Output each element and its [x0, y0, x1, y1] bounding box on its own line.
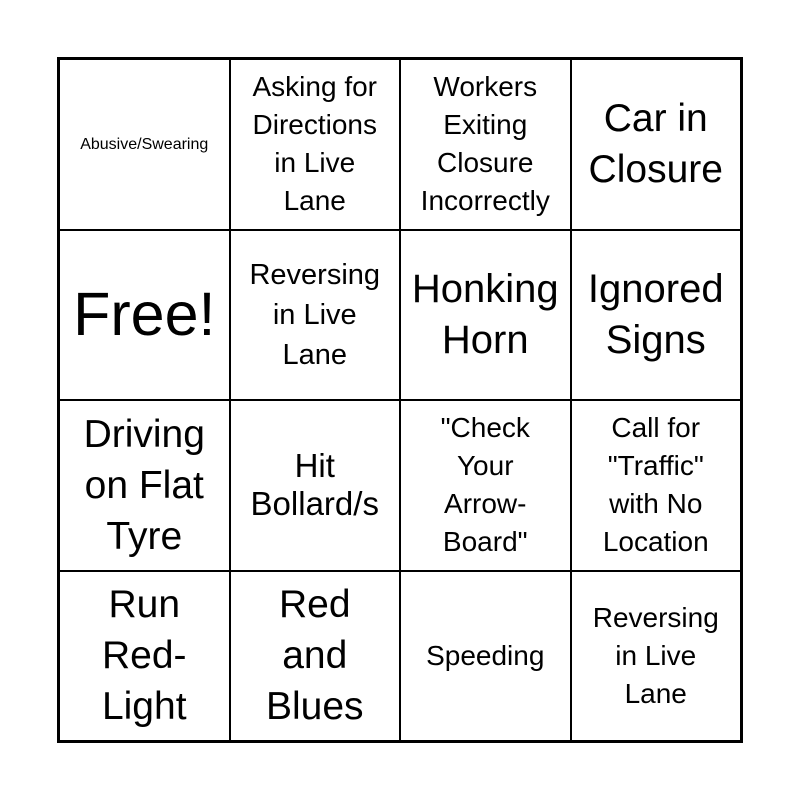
cell-label: Abusive/Swearing [80, 135, 209, 153]
bingo-cell-r2c2[interactable] [230, 230, 401, 401]
cell-label: Speeding [426, 639, 545, 671]
cell-label: Red and Blues [265, 583, 364, 729]
cell-label: Call for "Traffic" with No Location [602, 412, 709, 558]
bingo-cell-r3c1[interactable] [59, 400, 230, 571]
bingo-cell-r4c4[interactable] [571, 571, 742, 742]
cell-label: Reversing in Live Lane [249, 258, 381, 371]
bingo-cell-r1c2[interactable] [230, 59, 401, 230]
bingo-cell-r4c1[interactable] [59, 571, 230, 742]
bingo-cell-r4c3[interactable] [400, 571, 571, 742]
cell-label: "Check Your Arrow- Board" [440, 412, 530, 558]
cell-label: Hit Bollard/s [250, 447, 379, 523]
bingo-cell-r1c3[interactable] [400, 59, 571, 230]
bingo-board [57, 57, 743, 743]
cell-label: Run Red- Light [101, 583, 187, 729]
bingo-cell-r2c3[interactable] [400, 230, 571, 401]
bingo-cell-r3c2[interactable] [230, 400, 401, 571]
bingo-cell-r3c4[interactable] [571, 400, 742, 571]
cell-label: Reversing in Live Lane [592, 601, 719, 709]
cell-label: Free! [73, 280, 216, 349]
bingo-cell-r2c4[interactable] [571, 230, 742, 401]
bingo-cell-r4c2[interactable] [230, 571, 401, 742]
bingo-cell-r3c3[interactable] [400, 400, 571, 571]
cell-label: Workers Exiting Closure Incorrectly [420, 71, 550, 217]
cell-label: Car in Closure [588, 97, 723, 192]
cell-label: Driving on Flat Tyre [83, 412, 205, 558]
cell-label: Asking for Directions in Live Lane [252, 71, 377, 217]
bingo-cell-r1c4[interactable] [571, 59, 742, 230]
cell-label: Honking Horn [411, 266, 559, 362]
cell-label: Ignored Signs [587, 266, 724, 362]
bingo-cell-r1c1[interactable] [59, 59, 230, 230]
bingo-cell-free[interactable] [59, 230, 230, 401]
